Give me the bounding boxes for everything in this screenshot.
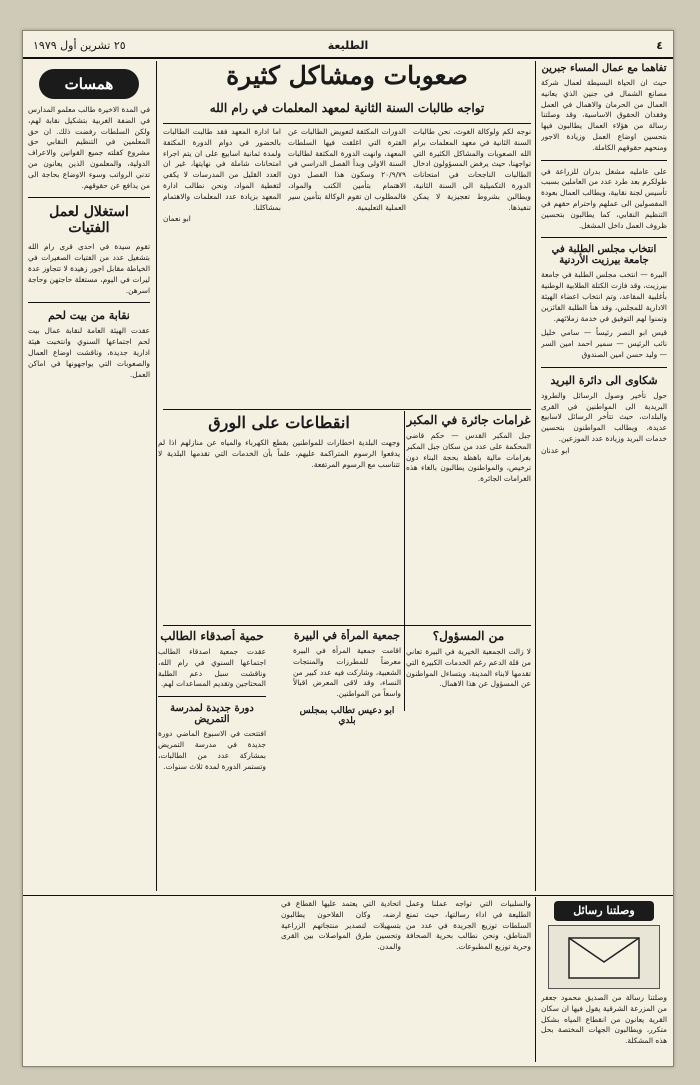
- farm-workers-text: على عامليه مشغل بدران للزراعة في طولكرم بعد طرد عدد من العاملين بسبب تأسيس لجنة نقابية، ويطالب العمال بعودة المفصولين الى عملهم واحترام حقهم في التنظيم النقابي، كما يطالبون بتحسين ظروف العمل داخل المشغل.: [541, 166, 667, 230]
- main-text-2: الدورات المكثفة لتعويض الطالبات عن الفترة التي اغلقت فيها السلطات المعهد، وانهت الدورة المكثفة لطالبات السنة الاولى وبدأ الفصل الدراسي في ٢٠/٩/٧٩ وسكون هذا الفصل دون الاهتمام بتأمين الكتب والمواد، فالمطلوب ان تقوم الوكالة بتأمين سير العملية التعليمية.: [288, 127, 406, 212]
- student-council-text: البيرة — انتخب مجلس الطلبة في جامعة بيرزيت، وقد فازت الكتلة الطلابية الوطنية بأغلبية المقاعد، وتم انتخاب اعضاء الهيئة الادارية للمجلس، وقد هنأ الطلبة الفائزين وتمنوا لهم التوفيق في خدمة زملائهم.: [541, 270, 667, 323]
- student-council-names: قيس ابو النصر رئيساً — سامي خليل نائب الرئيس — سمير احمد امين السر — وليد حسن امين الصندوق: [541, 328, 667, 359]
- page-number: ٤: [656, 39, 663, 52]
- main-col-3: [163, 127, 281, 407]
- newspaper-page: [22, 30, 674, 1067]
- notices-headline: انقطاعات على الورق: [208, 413, 350, 432]
- girls-labor-text: تقوم سيدة في احدى قرى رام الله بتشغيل عدد من الفتيات الصغيرات في الخياطة مقابل اجور زهيدة لا تتجاوز عدة ليرات في اليوم، مستغلة حاجتهن وحاجة اسرهن.: [28, 242, 150, 295]
- main-headline-block: [163, 61, 531, 101]
- main-text-3: اما ادارة المعهد فقد طالبت الطالبات بالحضور في دوام الدورة المكثفة ولمدة ثمانية اسابيع على ان يتم اجراء امتحانات شاملة في نهايتها، غير ان العدد القليل من المدرسات لا يكفي لتغطية المواد، ونحن نطالب ادارة المعهد بزيادة عدد المعلمات والاهتمام بمشاكلنا.: [163, 127, 281, 212]
- bottom-text-3: اتحادية التي يعتمد عليها القطاع في ارضه، وكان الفلاحون يطالبون بتسهيلات لتصدير منتجاتهم الزراعية وتحسين طرق المواصلات بين القرى والمدن.: [281, 899, 401, 952]
- women-society-article: [293, 629, 401, 894]
- student-friends-article: [158, 629, 266, 894]
- student-council-headline: انتخاب مجلس الطلبة في جامعة بيرزيت الأردنية: [551, 244, 657, 267]
- post-complaints-author: ابو عدنان: [541, 445, 570, 455]
- girls-labor-headline: استغلال لعمل الفتيات: [49, 204, 129, 237]
- notices-text: وجهت البلدية اخطارات للمواطنين بقطع الكهرباء والمياه عن منازلهم اذا لم يدفعوا الرسوم المتراكمة عليهم، علماً بأن الخدمات التي تقدمها البلدية لا تتناسب مع الرسوم المرتفعة.: [158, 438, 400, 469]
- main-subheadline-block: [163, 101, 531, 123]
- fines-headline: غرامات جائرة في المكبر: [406, 413, 531, 427]
- fines-article: [406, 413, 531, 623]
- abu-dis-headline: ابو دعيس تطالب بمجلس بلدي: [299, 705, 395, 726]
- main-headline: صعوبات ومشاكل كثيرة: [226, 61, 468, 90]
- notices-article: [158, 413, 400, 623]
- page-header: [23, 35, 673, 59]
- letters-box: [541, 899, 667, 1059]
- responsible-text: لا زالت الجمعية الخيرية في البيرة تعاني من قلة الدعم رغم الخدمات الكبيرة التي تقدمها لابناء المدينة، ويتساءل المواطنون عن المسؤول عن هذا الاهمال.: [406, 647, 531, 689]
- main-col-1: [413, 127, 531, 407]
- issue-date: ٢٥ تشرين أول ١٩٧٩: [33, 39, 126, 52]
- nursing-text: افتتحت في الاسبوع الماضي دورة جديدة في مدرسة التمريض بمشاركة عدد من الطالبات، وتستمر الدورة لمدة ثلاث سنوات.: [158, 729, 266, 771]
- union-headline: نقابة من بيت لحم: [48, 309, 130, 323]
- letters-illustration: [548, 925, 660, 989]
- post-complaints-text: حول تأخير وصول الرسائل والطرود البريدية الى المواطنين في القرى والبلدات، حيث تتأخر الرسائل لاسابيع عديدة، ويطالب المواطنون بتحسين خدمات البريد وزيادة عدد الموزعين.: [541, 390, 667, 443]
- letters-text: وصلتنا رسالة من الصديق محمود جعفر من المزرعة الشرقية يقول فيها ان سكان القرية يعانون من انقطاع المياه بشكل متكرر، ويطالبون الجهات المختصة بحل هذه المشكلة.: [541, 993, 667, 1046]
- nursing-headline: دورة جديدة لمدرسة التمريض: [170, 703, 254, 726]
- workers-headline: تفاهما مع عمال المساء جبرين: [541, 63, 667, 74]
- women-society-headline: جمعية المرأة في البيرة: [293, 629, 401, 642]
- main-byline: ابو نعمان: [163, 214, 191, 224]
- main-col-2: [288, 127, 406, 407]
- newspaper-name: الطليعة: [327, 39, 369, 52]
- bottom-col-2: [406, 899, 531, 1059]
- letters-headline: وصلتنا رسائل: [554, 901, 654, 921]
- responsible-article: [406, 629, 531, 894]
- left-column: [28, 65, 150, 885]
- fines-text: جبل المكبر القدس — حكم قاضي المحكمة على عدد من سكان جبل المكبر بغرامات مالية باهظة بحجة البناء دون ترخيص، والمواطنون يطالبون بالغاء هذه الغرامات الجائرة.: [406, 431, 531, 484]
- right-column: [541, 63, 667, 883]
- envelope-icon: [549, 926, 659, 988]
- main-text-1: نوجه لكم ولوكالة الغوث، نحن طالبات السنة الثانية في معهد المعلمات برام الله الصعوبات والمشاكل الكثيرة التي تواجهنا، حيث يرفض المسؤولون ادخال الطالبات الناجحات في امتحانات الدورة التكميلية الى السنة الثانية، ويطالبن بشروط تعجيزية لا يمكن تنفيذها.: [413, 127, 531, 212]
- student-friends-headline: حمية أصدقاء الطالب: [160, 629, 264, 643]
- left-column-text: في المدة الاخيرة طالب معلمو المدارس في الضفة الغربية بتشكيل نقابة لهم، ولكن السلطات رفضت ذلك. ان حق المعلمين في التنظيم النقابي حق مشروع كفلته جميع القوانين والاعراف الدولية، والمعلمون الذين يعانون من تدني الرواتب وسوء الاوضاع بحاجة الى من يدافع عن حقوقهم.: [28, 105, 150, 190]
- main-subheadline: تواجه طالبات السنة الثانية لمعهد المعلمات في رام الله: [209, 101, 485, 115]
- bottom-text-2: والسلبيات التي تواجه عملنا وعمل الطليعة في اداء رسالتها، حيث تمنع السلطات توزيع الجريدة في عدد من المناطق، ونحن نطالب بحرية الصحافة وحرية توزيع المطبوعات.: [406, 899, 531, 952]
- responsible-headline: من المسؤول؟: [432, 629, 505, 643]
- union-text: عقدت الهيئة العامة لنقابة عمال بيت لحم اجتماعها السنوي وانتخبت هيئة ادارية جديدة، وناقشت اوضاع العمال والصعوبات التي يواجهونها في اماكن العمل.: [28, 326, 150, 379]
- women-society-text: اقامت جمعية المرأة في البيرة معرضاً للمطرزات والمنتجات الشعبية، وشاركت فيه عدد كبير من النساء، وقد لاقى المعرض اقبالاً واسعاً من المواطنين.: [293, 646, 401, 699]
- post-complaints-headline: شكاوى الى دائرة البريد: [550, 373, 658, 387]
- bottom-col-3: [281, 899, 401, 1059]
- student-friends-text: عقدت جمعية اصدقاء الطالب اجتماعها السنوي في رام الله، وناقشت سبل دعم الطلبة المحتاجين وتقديم المساعدات لهم.: [158, 647, 266, 689]
- column-logo: همسات: [39, 69, 139, 99]
- workers-text: حيث ان الحياة البسيطة لعمال شركة مصانع الشمال في جنين الذي يعانيه العمال من الحرمان والاهمال في العمل وفقدان الحقوق الاساسية، وقد وصلتنا رسالة من هؤلاء العمال يطالبون فيها بتحسين اوضاع العمل وزيادة الاجور ومنحهم حقوقهم الكاملة.: [541, 78, 667, 152]
